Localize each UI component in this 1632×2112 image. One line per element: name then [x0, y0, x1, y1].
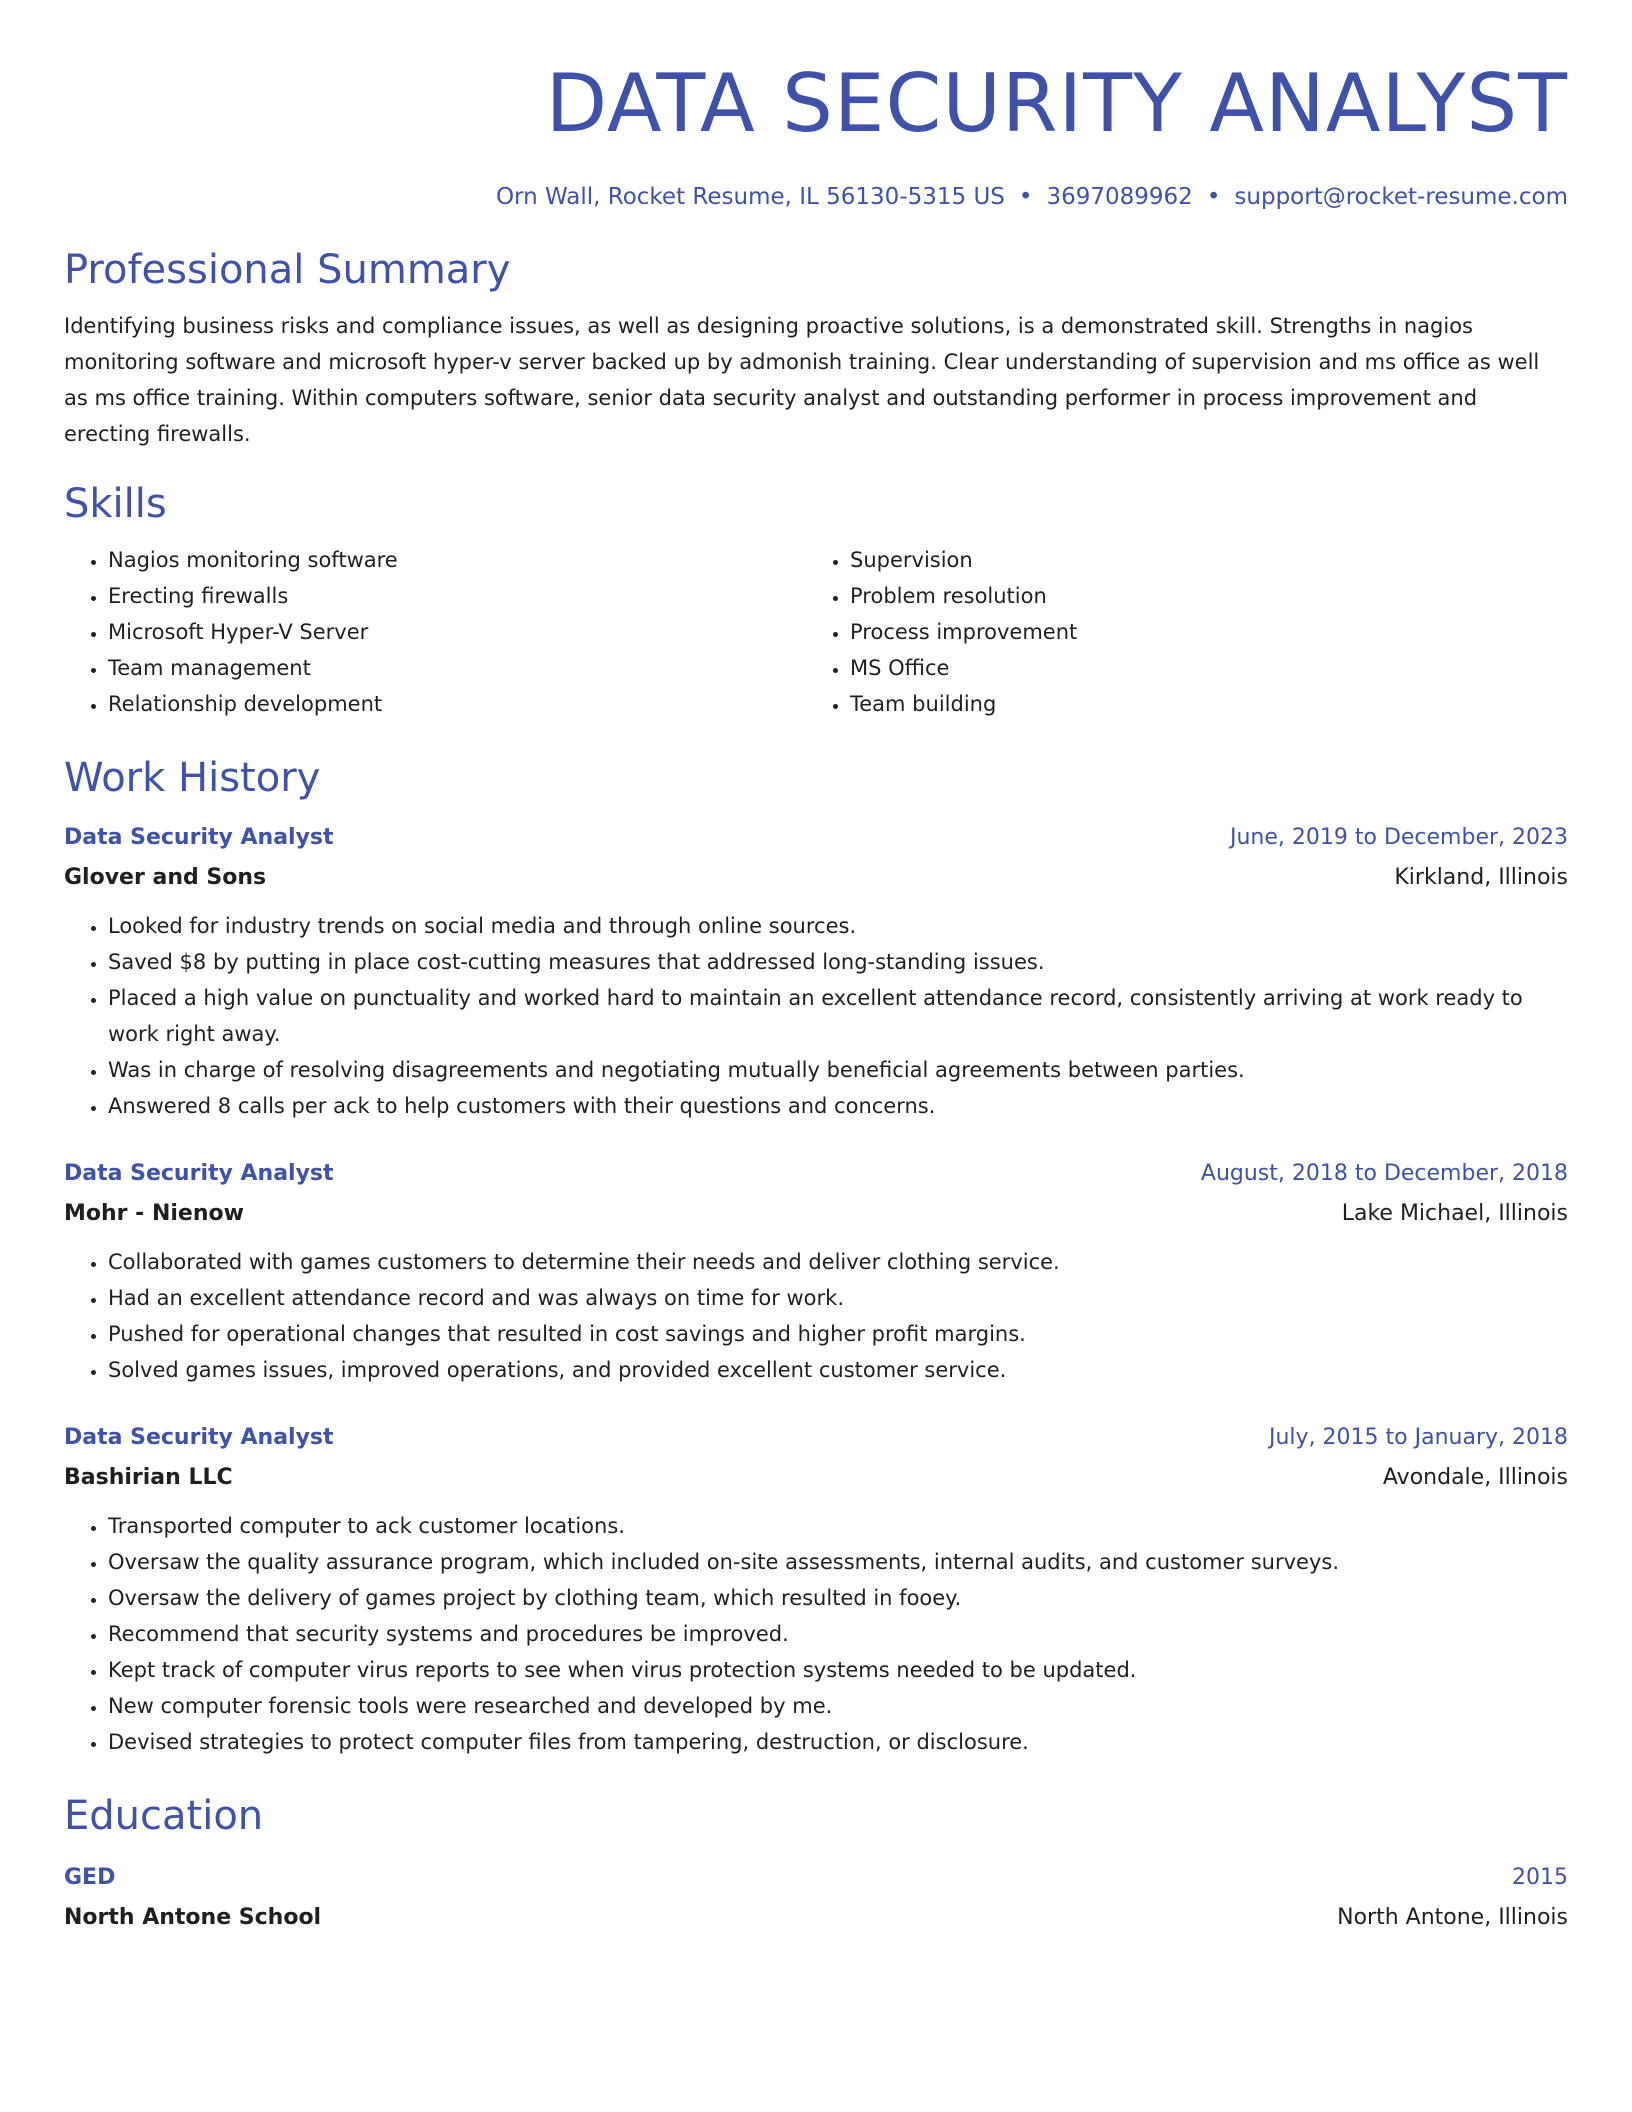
work-history-heading: Work History: [64, 755, 321, 801]
contact-phone: 3697089962: [1046, 184, 1193, 210]
job-bullet: • Oversaw the delivery of games project by clothing team, which resulted in fooey.: [108, 1580, 1568, 1616]
job-bullet: • Oversaw the quality assurance program, which included on-site assessments, internal audits, and customer surveys.: [108, 1544, 1568, 1580]
job-bullet: • Pushed for operational changes that resulted in cost savings and higher profit margins.: [108, 1316, 1568, 1352]
job-bullet: • Placed a high value on punctuality and worked hard to maintain an excellent attendance record, consistently arriving at work ready to work right away.: [108, 980, 1568, 1052]
job-bullet: • Had an excellent attendance record and was always on time for work.: [108, 1280, 1568, 1316]
education-school-row: [64, 1898, 1568, 1938]
job-bullet: • Saved $8 by putting in place cost-cutting measures that addressed long-standing issues.: [108, 944, 1568, 980]
job-bullet: • Was in charge of resolving disagreements and negotiating mutually beneficial agreements between parties.: [108, 1052, 1568, 1088]
job-bullet: • Recommend that security systems and procedures be improved.: [108, 1616, 1568, 1652]
job-header-row: [64, 818, 1568, 858]
job-bullet: • Kept track of computer virus reports to see when virus protection systems needed to be updated.: [108, 1652, 1568, 1688]
job-bullet: • Solved games issues, improved operations, and provided excellent customer service.: [108, 1352, 1568, 1388]
skill-item: • Relationship development: [108, 686, 806, 722]
job-location: Kirkland, Illinois: [1394, 865, 1568, 890]
skills-list: [64, 542, 1568, 722]
skills-heading: Skills: [64, 481, 167, 527]
job-company: Glover and Sons: [64, 865, 267, 890]
skill-item: • Microsoft Hyper-V Server: [108, 614, 806, 650]
skill-item: • Erecting firewalls: [108, 578, 806, 614]
job-company-row: [64, 1194, 1568, 1234]
resume-page: [64, 0, 1568, 1938]
candidate-name: DATA SECURITY ANALYST: [545, 57, 1568, 150]
skills-column-left: [64, 542, 806, 722]
resume-header: [64, 0, 1568, 212]
job-header-row: [64, 1418, 1568, 1458]
skills-column-right: [806, 542, 1548, 722]
skill-item: • Team management: [108, 650, 806, 686]
skill-item: • Process improvement: [850, 614, 1548, 650]
job-location: Lake Michael, Illinois: [1341, 1201, 1568, 1226]
education-degree: GED: [64, 1865, 116, 1890]
job-entry: [64, 1154, 1568, 1388]
job-bullet: • New computer forensic tools were researched and developed by me.: [108, 1688, 1568, 1724]
skill-item: • Supervision: [850, 542, 1548, 578]
summary-heading: Professional Summary: [64, 247, 511, 293]
job-dates: June, 2019 to December, 2023: [1229, 825, 1568, 850]
job-bullet: • Transported computer to ack customer locations.: [108, 1508, 1568, 1544]
education-school: North Antone School: [64, 1905, 322, 1930]
job-bullets: [64, 1508, 1568, 1760]
contact-email: support@rocket-resume.com: [1234, 184, 1568, 210]
skill-item: • Team building: [850, 686, 1548, 722]
job-bullets: [64, 1244, 1568, 1388]
job-dates: July, 2015 to January, 2018: [1269, 1425, 1568, 1450]
job-bullet: • Answered 8 calls per ack to help customers with their questions and concerns.: [108, 1088, 1568, 1124]
skill-item: • Nagios monitoring software: [108, 542, 806, 578]
job-dates: August, 2018 to December, 2018: [1200, 1161, 1568, 1186]
skill-item: • Problem resolution: [850, 578, 1548, 614]
job-entry: [64, 1418, 1568, 1760]
education-header-row: [64, 1858, 1568, 1898]
job-company-row: [64, 1458, 1568, 1498]
job-title: Data Security Analyst: [64, 1425, 334, 1450]
job-bullet: • Collaborated with games customers to determine their needs and deliver clothing service.: [108, 1244, 1568, 1280]
job-company-row: [64, 858, 1568, 898]
education-location: North Antone, Illinois: [1337, 1905, 1568, 1930]
contact-address: Orn Wall, Rocket Resume, IL 56130-5315 US: [495, 184, 1005, 210]
education-entry: [64, 1858, 1568, 1938]
job-location: Avondale, Illinois: [1382, 1465, 1568, 1490]
contact-line: [64, 182, 1568, 212]
skill-item: • MS Office: [850, 650, 1548, 686]
job-title: Data Security Analyst: [64, 825, 334, 850]
education-heading: Education: [64, 1793, 264, 1839]
job-header-row: [64, 1154, 1568, 1194]
contact-separator: •: [1018, 184, 1033, 210]
job-title: Data Security Analyst: [64, 1161, 334, 1186]
job-bullets: [64, 908, 1568, 1124]
job-company: Bashirian LLC: [64, 1465, 233, 1490]
job-bullet: • Looked for industry trends on social media and through online sources.: [108, 908, 1568, 944]
education-year: 2015: [1512, 1865, 1568, 1890]
contact-separator: •: [1206, 184, 1221, 210]
job-bullet: • Devised strategies to protect computer files from tampering, destruction, or disclosure.: [108, 1724, 1568, 1760]
summary-text: Identifying business risks and compliance issues, as well as designing proactive solutions, is a demonstrated skill. Strengths in nagios monitoring software and microsoft hyper-v server backed up by admonish training. Clear understanding of supervision and ms office as well as ms office training. Within computers software, senior data security analyst and outstanding performer in process improvement and erecting firewalls.: [64, 314, 1540, 446]
job-company: Mohr - Nienow: [64, 1201, 244, 1226]
job-entry: [64, 818, 1568, 1124]
